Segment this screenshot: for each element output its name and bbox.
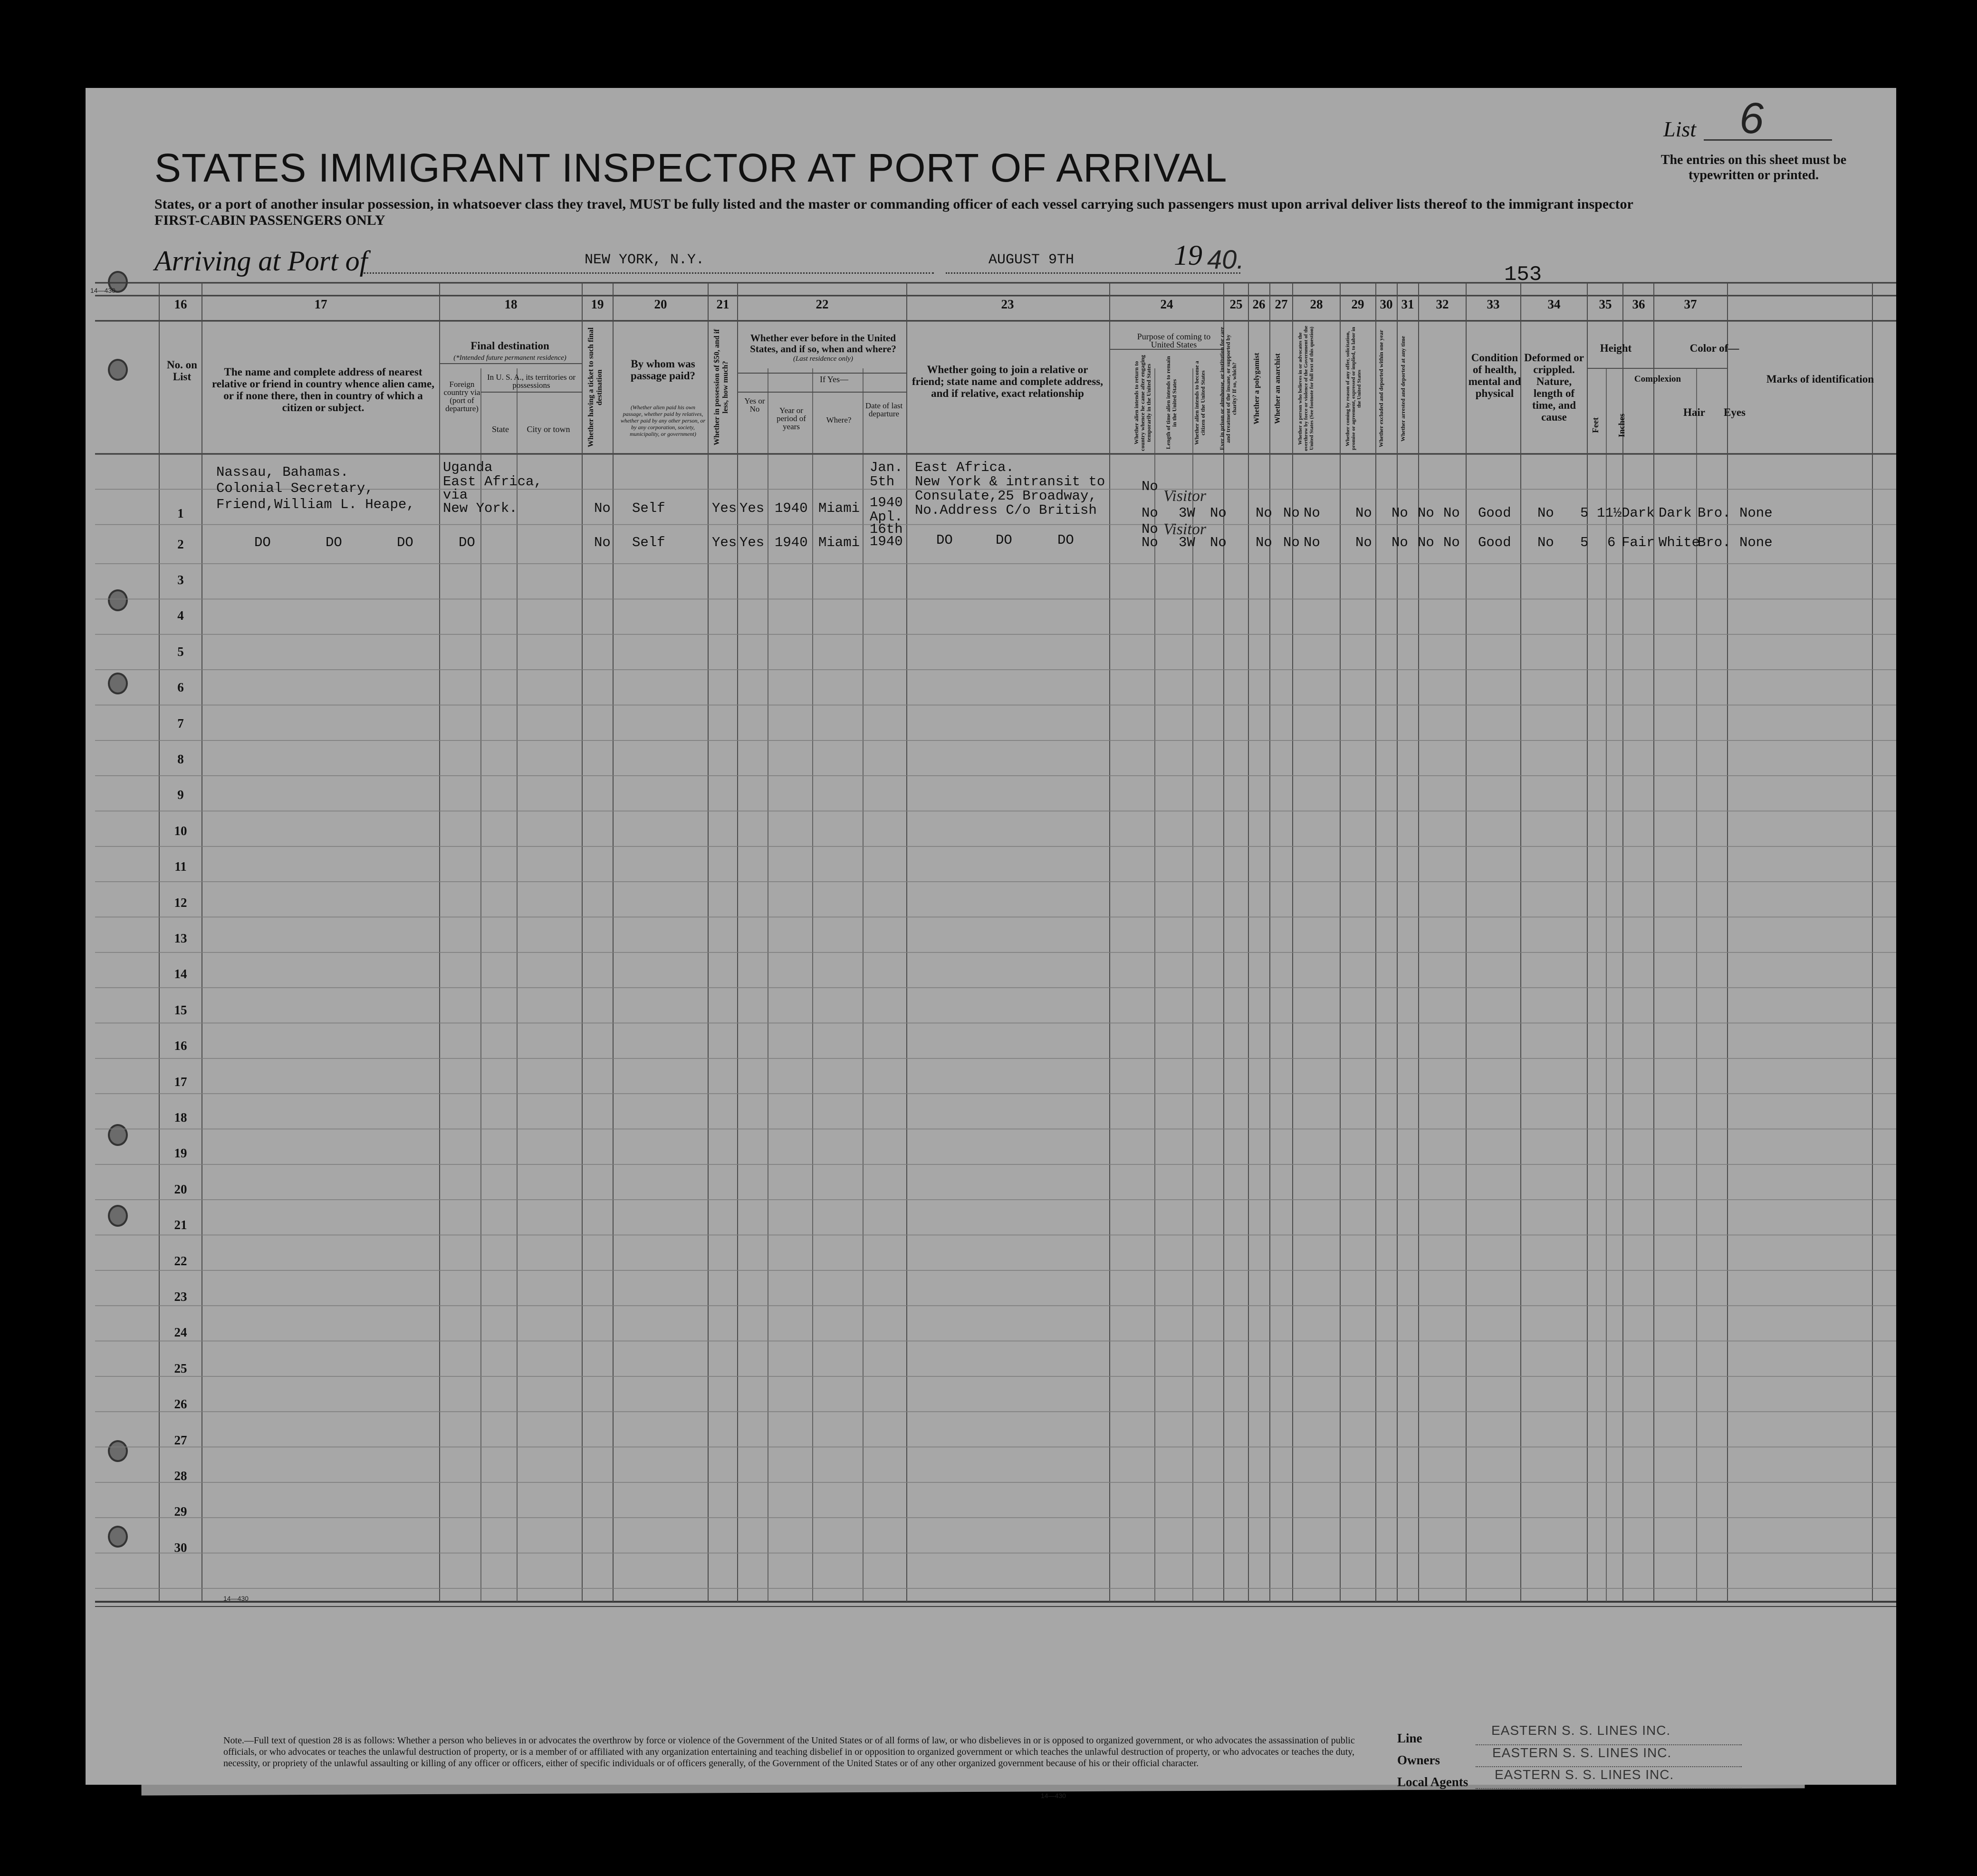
column-number: 18: [504, 297, 518, 311]
row2-join-do1: DO: [936, 532, 953, 548]
col-ifyes-label: If Yes—: [819, 375, 848, 384]
col-health-header: Condition of health, mental and physical: [1468, 352, 1521, 399]
row2-anarchist: No: [1304, 535, 1320, 550]
column-number: 30: [1380, 297, 1393, 311]
column-number: 32: [1436, 297, 1449, 311]
col-destination-sub: (*Intended future permanent residence): [453, 354, 566, 362]
col-hair-header: Hair: [1683, 406, 1705, 418]
column-number: 19: [591, 297, 604, 311]
column-number: 24: [1160, 297, 1173, 311]
row2-date-line1: Apl.: [870, 509, 903, 525]
row2-polygamist: No: [1283, 535, 1300, 550]
row-number: 30: [174, 1540, 187, 1555]
date-value: AUGUST 9TH: [988, 252, 1075, 268]
typewritten-note: The entries on this sheet must be typewritten or printed.: [1660, 153, 1847, 183]
col-foreign-header: Foreign country via (port of departure): [443, 380, 480, 413]
row-number: 21: [174, 1218, 187, 1232]
col-color-header: Color of—: [1689, 342, 1739, 354]
row1-anarchist: No: [1304, 505, 1320, 521]
column-number: 22: [816, 297, 829, 311]
row1-marks: None: [1739, 505, 1773, 521]
col-before-sub: (Last residence only): [793, 355, 854, 363]
footnote-form-number: 14—430: [1041, 1792, 1066, 1799]
row2-handwriting: Visitor: [1163, 520, 1207, 538]
row1-relative-line3: Friend,William L. Heape,: [216, 497, 415, 512]
column-number: 34: [1547, 297, 1561, 311]
row-number: 7: [177, 716, 184, 731]
row1-ticket: No: [594, 500, 611, 516]
row1-year: 1940: [775, 500, 808, 516]
col-purpose-a: Whether alien intends to return to country whence he came after engaging temporarily in the United States: [1133, 355, 1152, 451]
row2-prison: No: [1256, 535, 1272, 550]
col-yesno-header: Yes or No: [744, 396, 765, 414]
col-deported-header: Whether arrested and deported at any time: [1400, 336, 1406, 442]
col-eyes-header: Eyes: [1724, 406, 1746, 418]
col-join-header: Whether going to join a relative or friend; state name and complete address, and if relative, exact relationship: [912, 364, 1104, 399]
col-anarchist-header: Whether an anarchist: [1274, 353, 1282, 424]
row1-overthrow: No: [1355, 505, 1372, 521]
row2-join-do2: DO: [996, 532, 1012, 548]
owners-stamp: EASTERN S. S. LINES INC.: [1492, 1745, 1672, 1760]
row1-where: Miami: [818, 500, 860, 516]
row2-date-line2: 16th: [870, 521, 903, 537]
row1-complexion: Dark: [1622, 505, 1655, 521]
row1-foreign-line3: via: [443, 487, 468, 503]
column-number: 35: [1599, 297, 1612, 311]
row-number: 29: [174, 1504, 187, 1519]
row1-foreign-line2: East Africa,: [443, 474, 542, 490]
row2-year: 1940: [775, 535, 808, 550]
row2-excluded: No: [1418, 535, 1434, 550]
row2-complexion: Fair: [1622, 535, 1655, 550]
owners-label: Owners: [1397, 1753, 1440, 1767]
list-label: List: [1663, 117, 1697, 141]
column-number: 21: [716, 297, 729, 311]
col-fifty-header: Whether in possession of $50, and if less, how much?: [713, 329, 729, 446]
row-number: 12: [174, 895, 187, 910]
line-label: Line: [1397, 1731, 1422, 1745]
column-number: 16: [174, 297, 187, 311]
row2-relative-do3: DO: [397, 535, 413, 550]
col-deformed-header: Deformed or crippled. Nature, length of time, and cause: [1524, 352, 1584, 423]
manifest-sheet: [86, 88, 1896, 1799]
row-number: 4: [177, 608, 184, 623]
row2-inches: 6: [1607, 535, 1616, 550]
row2-overthrow: No: [1355, 535, 1372, 550]
col-purpose-header: Purpose of coming to United States: [1137, 332, 1211, 349]
column-number: 29: [1351, 297, 1364, 311]
col-date-header: Date of last departure: [865, 401, 903, 418]
row1-join-line3: Consulate,25 Broadway,: [915, 488, 1097, 504]
col-overthrow-header: Whether a person who believes in or advocates the overthrow by force or violence of the Government of the United States (See footnote for full text of this question): [1297, 326, 1315, 452]
col-state-header: State: [492, 424, 509, 434]
row1-deported: No: [1443, 505, 1460, 521]
row2-return-note: No: [1142, 521, 1158, 537]
col-prison-header: Ever in prison or almshouse, or institution for care and treatment of the insane, or supported by charity? If so, which?: [1219, 327, 1238, 451]
row-number: 3: [177, 573, 184, 587]
column-number: 20: [654, 297, 667, 311]
row-number: 22: [174, 1253, 187, 1268]
row1-hair: Dark: [1659, 505, 1692, 521]
row1-contract: No: [1392, 505, 1408, 521]
class-line: FIRST-CABIN PASSENGERS ONLY: [154, 212, 385, 228]
row1-join-line4: No.Address C/o British: [915, 502, 1097, 518]
col-marks-header: Marks of identification: [1766, 373, 1874, 385]
row2-join-do3: DO: [1057, 532, 1074, 548]
row1-handwriting: Visitor: [1163, 487, 1207, 505]
instructions-text: States, or a port of another insular possession, in whatsoever class they travel, MUST be fully listed and the master or commanding officer of each vessel carrying such passengers must upon arrival deliver lists thereof to the immigrant inspector: [154, 196, 1633, 212]
row-number: 13: [174, 931, 187, 945]
row2-deformed: No: [1537, 535, 1554, 550]
row2-marks: None: [1739, 535, 1773, 550]
column-number: 23: [1001, 297, 1014, 311]
col-polygamist-header: Whether a polygamist: [1253, 353, 1261, 424]
col-destination-header: Final destination: [470, 340, 549, 352]
row1-relative-line1: Nassau, Bahamas.: [216, 464, 349, 480]
row1-polygamist: No: [1283, 505, 1300, 521]
column-number: 33: [1487, 297, 1500, 311]
col-where-header: Where?: [826, 415, 852, 424]
row2-where: Miami: [818, 535, 860, 550]
column-number: 36: [1632, 297, 1645, 311]
column-number: 17: [314, 297, 327, 311]
local-agents-label: Local Agents: [1397, 1775, 1468, 1789]
row1-eyes: Bro.: [1698, 505, 1731, 521]
row1-has-fifty: Yes: [712, 500, 737, 516]
row-number: 24: [174, 1325, 187, 1340]
col-no-header: No. on List: [167, 359, 197, 383]
form-number: 14—430: [90, 287, 115, 294]
row-number: 28: [174, 1469, 187, 1483]
row-number: 2: [177, 537, 184, 551]
page-title: STATES IMMIGRANT INSPECTOR AT PORT OF ARRIVAL: [154, 145, 1228, 190]
row1-paid-by: Self: [632, 500, 665, 516]
row-number: 16: [174, 1039, 187, 1053]
col-us-header: In U. S. A., its territories or possessions: [487, 373, 576, 390]
arriving-label: Arriving at Port of: [154, 245, 368, 277]
row2-before: Yes: [739, 535, 765, 550]
row1-date-line1: Jan.: [870, 460, 903, 475]
year-prefix: 19: [1174, 240, 1202, 271]
row-number: 5: [177, 644, 184, 659]
row1-date-line2: 5th: [870, 474, 895, 490]
row-number: 23: [174, 1289, 187, 1304]
column-number: 37: [1684, 297, 1697, 311]
row-number: 1: [177, 506, 184, 520]
footnote-text: Note.—Full text of question 28 is as follows: Whether a person who believes in or advocates the overthrow by force or violence of the Government of the United States or of all forms of law, or who disbelieves in or is opposed to organized government, or who advocates the assassination of public officials, or who advocates or teaches the unlawful destruction of property, or is a member of or affiliated with any organization entertaining and teaching disbelief in or opposition to organized government or which teaches the unlawful destruction of property, or who advocates or teaches the duty, necessity, or propriety of the unlawful assaulting or killing of any officer or officers, either of specific individuals or of officers generally, of the Government of the United States or of any other organized government because of his or their official character.: [223, 1735, 1355, 1769]
column-number: 26: [1252, 297, 1266, 311]
row2-citizen: No: [1210, 535, 1227, 550]
row-number: 14: [174, 967, 187, 981]
col-contract-header: Whether coming by reason of any offer, solicitation, promise or agreement, expressed or implied, to labor in the United States: [1345, 327, 1362, 451]
row-number: 9: [177, 788, 184, 802]
row2-relative-do2: DO: [326, 535, 342, 550]
row2-health: Good: [1478, 535, 1511, 550]
row-number: 19: [174, 1146, 187, 1161]
col-inches-header: Inches: [1617, 414, 1626, 438]
row-number: 6: [177, 680, 184, 695]
col-height-header: Height: [1600, 342, 1632, 354]
list-number: 6: [1739, 94, 1764, 143]
col-before-header: Whether ever before in the United States, and if so, when and where?: [750, 332, 896, 355]
row-number: 20: [174, 1182, 187, 1196]
row1-feet: 5: [1580, 505, 1589, 521]
col-purpose-c: Whether alien intends to become a citizen of the United States: [1193, 361, 1206, 445]
column-number: 25: [1229, 297, 1243, 311]
row1-health: Good: [1478, 505, 1511, 521]
row2-paid-by: Self: [632, 535, 665, 550]
row1-deformed: No: [1537, 505, 1554, 521]
col-feet-header: Feet: [1591, 417, 1600, 433]
row2-length: 3W: [1179, 535, 1195, 550]
year-suffix: 40.: [1207, 244, 1244, 274]
row1-prison: No: [1256, 505, 1272, 521]
row-number: 17: [174, 1074, 187, 1089]
row-number: 8: [177, 752, 184, 766]
col-ticket-header: Whether having a ticket to such final destination: [587, 327, 604, 448]
row1-excluded: No: [1418, 505, 1434, 521]
row-number: 18: [174, 1110, 187, 1125]
row2-hair: White: [1659, 535, 1700, 550]
row1-length: 3W: [1179, 505, 1195, 521]
row-number: 11: [174, 859, 187, 874]
col-complexion-header: Complexion: [1634, 374, 1681, 384]
row1-foreign-line1: Uganda: [443, 460, 493, 475]
page-number: 153: [1504, 263, 1542, 287]
row1-foreign-line4: New York.: [443, 500, 518, 516]
row2-feet: 5: [1580, 535, 1589, 550]
col-city-header: City or town: [527, 424, 570, 434]
row2-contract: No: [1392, 535, 1408, 550]
col-excluded-header: Whether excluded and deported within one year: [1378, 329, 1384, 448]
row-number: 26: [174, 1397, 187, 1412]
local-agents-stamp: EASTERN S. S. LINES INC.: [1495, 1767, 1674, 1782]
column-number: 31: [1401, 297, 1414, 311]
row2-relative-do1: DO: [254, 535, 271, 550]
column-number: 27: [1275, 297, 1288, 311]
row1-date-line3: 1940: [870, 495, 903, 510]
port-value: NEW YORK, N.Y.: [585, 252, 705, 268]
local-dotted: [1476, 1788, 1742, 1789]
col-year-header: Year or period of years: [777, 406, 806, 431]
row-number: 27: [174, 1433, 187, 1447]
row1-return-note: No: [1142, 479, 1158, 494]
row1-citizen: No: [1210, 505, 1227, 521]
row2-date-line3: 1940: [870, 534, 903, 549]
row2-return: No: [1142, 535, 1158, 550]
row1-before: Yes: [739, 500, 765, 516]
row-number: 25: [174, 1361, 187, 1376]
table-form-number: 14—430: [223, 1595, 249, 1602]
col-paid-sub: (Whether alien paid his own passage, whether paid by relatives, whether paid by any other person, or by any corporation, society, municipality, or government): [620, 404, 706, 437]
row1-relative-line2: Colonial Secretary,: [216, 481, 374, 496]
row1-join-line2: New York & intransit to: [915, 474, 1105, 490]
row1-inches: 11½: [1597, 505, 1622, 521]
col-paid-header: By whom was passage paid?: [630, 358, 696, 382]
row-number: 15: [174, 1002, 187, 1017]
row-number: 10: [174, 823, 187, 838]
row1-join-line1: East Africa.: [915, 460, 1014, 475]
row2-foreign: DO: [459, 535, 475, 550]
line-stamp: EASTERN S. S. LINES INC.: [1491, 1723, 1671, 1738]
column-number: 28: [1310, 297, 1323, 311]
col-purpose-b: Length of time alien intends to remain in the United States: [1165, 356, 1178, 450]
row2-deported: No: [1443, 535, 1460, 550]
row2-ticket: No: [594, 535, 611, 550]
row2-has-fifty: Yes: [712, 535, 737, 550]
col-relative-header: The name and complete address of nearest relative or friend in country whence alien came, or if none there, then in country of which a citizen or subject.: [211, 366, 434, 414]
row2-eyes: Bro.: [1698, 535, 1731, 550]
row1-return: No: [1142, 505, 1158, 521]
